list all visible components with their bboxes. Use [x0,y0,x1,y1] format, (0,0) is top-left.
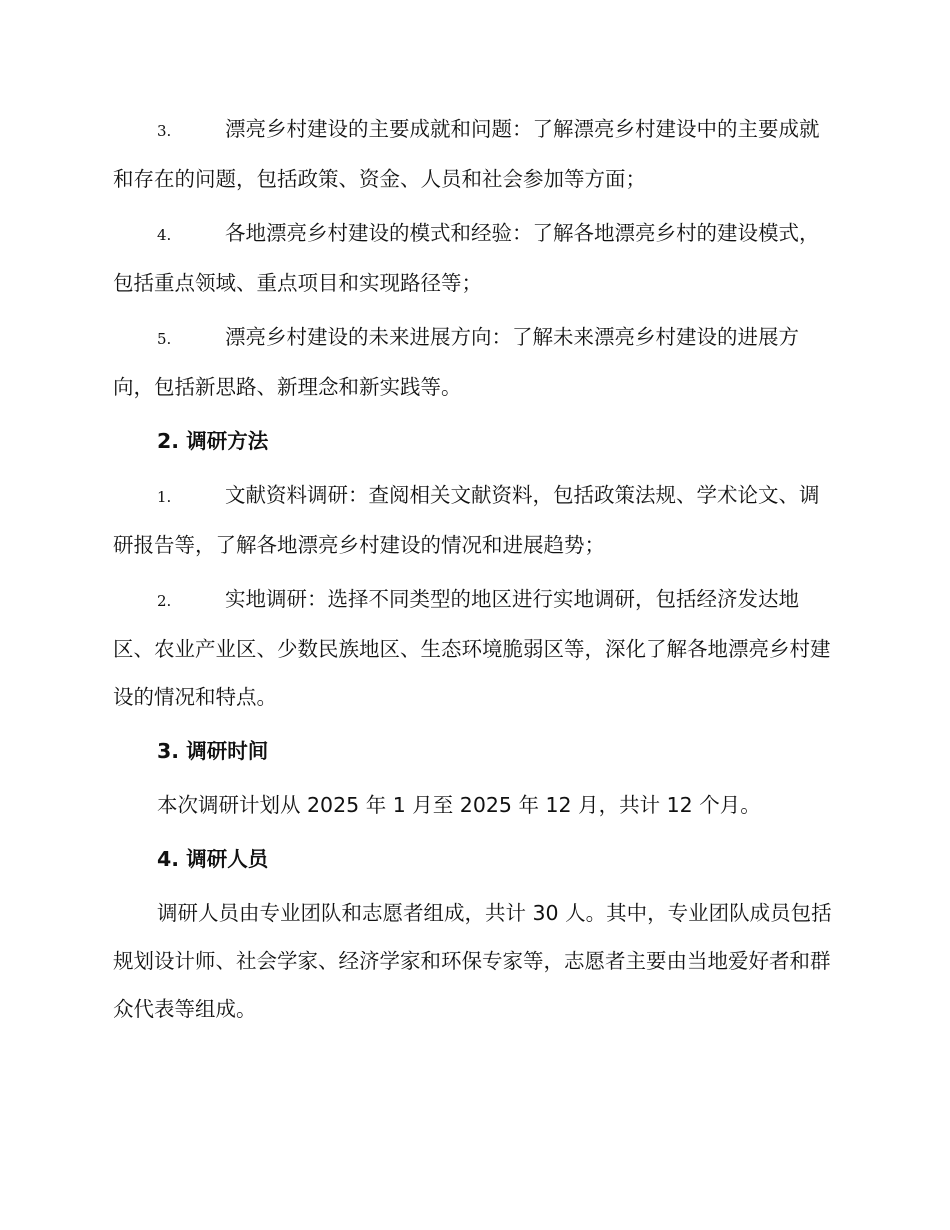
list-number: 1. [157,488,172,506]
list-item-text: 漂亮乡村建设的未来进展方向：了解未来漂亮乡村建设的进展方向，包括新思路、新理念和新实践等。 [113,325,799,399]
list-item-text: 漂亮乡村建设的主要成就和问题：了解漂亮乡村建设中的主要成就和存在的问题，包括政策、资金、人员和社会参加等方面； [113,117,820,191]
list-item-text: 实地调研：选择不同类型的地区进行实地调研，包括经济发达地区、农业产业区、少数民族地区、生态环境脆弱区等，深化了解各地漂亮乡村建设的情况和特点。 [113,587,831,709]
list-item-text: 文献资料调研：查阅相关文献资料，包括政策法规、学术论文、调研报告等，了解各地漂亮乡村建设的情况和进展趋势； [113,483,820,557]
section-heading-methods: 2. 调研方法 [157,429,269,453]
section-heading-time: 3. 调研时间 [157,739,269,763]
list-number: 5. [157,330,172,348]
section-heading-staff: 4. 调研人员 [157,847,269,871]
list-item [113,313,835,411]
list-item [113,105,835,203]
list-item [113,471,835,569]
document-content [113,105,835,1039]
list-item [113,209,835,307]
list-item [113,575,835,721]
staff-paragraph: 调研人员由专业团队和志愿者组成，共计 30 人。其中，专业团队成员包括规划设计师、社会学家、经济学家和环保专家等，志愿者主要由当地爱好者和群众代表等组成。 [113,901,832,1021]
list-number: 4. [157,226,172,244]
list-item-text: 各地漂亮乡村建设的模式和经验：了解各地漂亮乡村的建设模式，包括重点领域、重点项目和实现路径等； [113,221,820,295]
list-number: 2. [157,592,172,610]
list-number: 3. [157,122,172,140]
time-paragraph: 本次调研计划从 2025 年 1 月至 2025 年 12 月，共计 12 个月。 [157,793,761,817]
